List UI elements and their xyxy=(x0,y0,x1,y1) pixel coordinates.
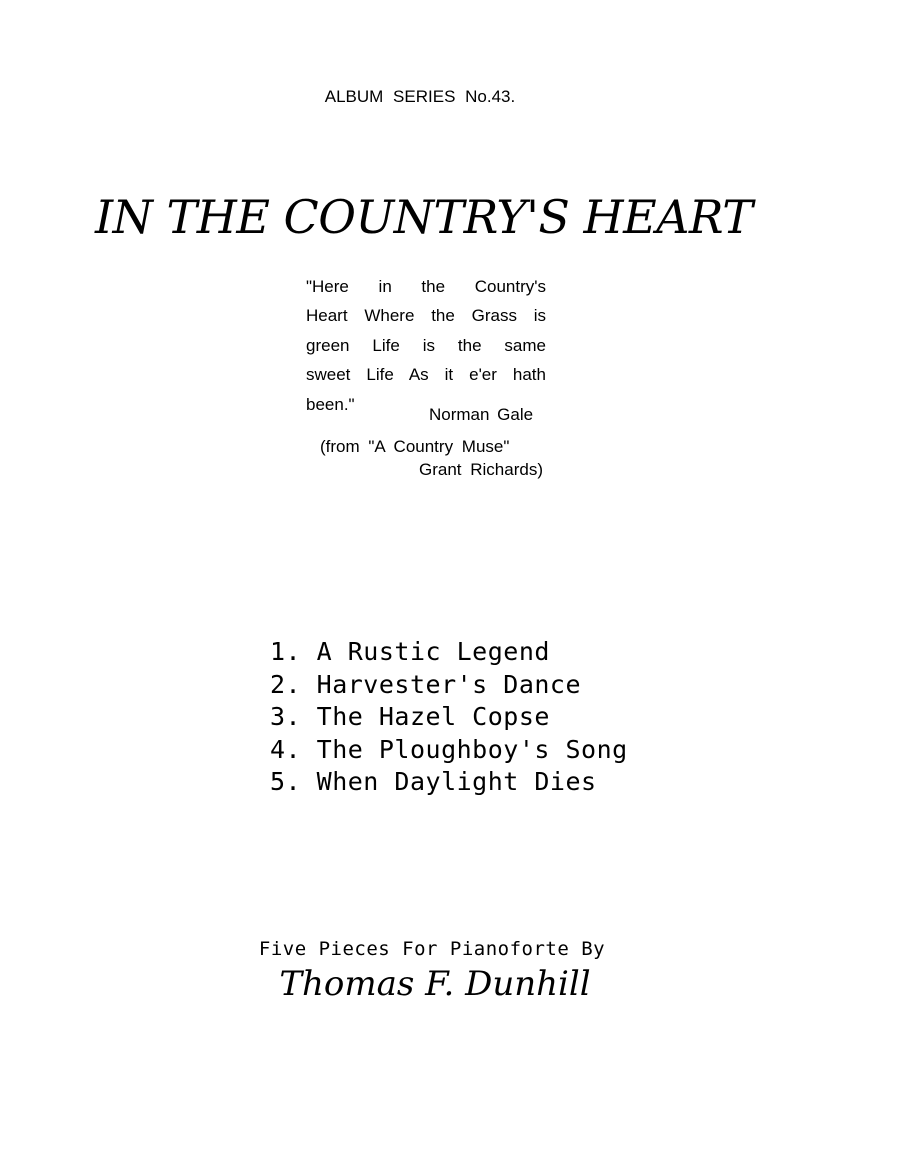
epigraph-line: Heart Where the Grass is xyxy=(306,306,546,325)
album-series-label: ALBUM SERIES No.43. xyxy=(324,87,516,106)
epigraph-author: Norman Gale xyxy=(429,405,534,424)
epigraph-line: "Here in the Country's xyxy=(306,277,546,296)
epigraph-source: (from "A Country Muse" xyxy=(320,437,510,456)
contents-item: 2. Harvester's Dance xyxy=(270,669,582,699)
epigraph-line: been." xyxy=(306,395,355,414)
page-title: IN THE COUNTRY'S HEART xyxy=(95,190,753,244)
epigraph-line: sweet Life As it e'er hath xyxy=(306,365,546,384)
epigraph-publisher: Grant Richards) xyxy=(419,460,543,479)
subtitle: Five Pieces For Pianoforte By xyxy=(258,938,606,960)
contents-list xyxy=(270,636,628,799)
contents-item: 1. A Rustic Legend xyxy=(270,637,550,666)
contents-item: 5. When Daylight Dies xyxy=(270,767,597,796)
epigraph-line: green Life is the same xyxy=(306,336,546,355)
contents-item: 3. The Hazel Copse xyxy=(270,702,550,731)
contents-item: 4. The Ploughboy's Song xyxy=(270,734,628,764)
composer-name: Thomas F. Dunhill xyxy=(279,964,591,1004)
